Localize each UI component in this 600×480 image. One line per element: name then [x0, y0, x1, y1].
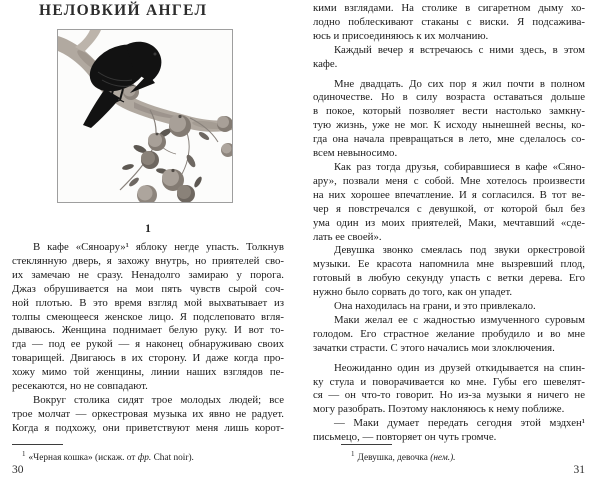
paragraph	[313, 362, 585, 418]
crow-on-branch-drawing	[58, 30, 232, 202]
text-line: хожу мимо той женщины, линии наших взглядов пе-	[12, 366, 284, 379]
text-line: Девушка звонко смеялась под звуки оркестровой	[334, 244, 585, 257]
text-line: тую жизнь, уже не мог. К исходу нынешней весны, ко-	[313, 119, 585, 132]
paragraph	[313, 244, 585, 300]
text-line: Неожиданно один из друзей откидывается на спин-	[334, 361, 585, 374]
text-line: Как раз тогда друзья, собиравшиеся в кафе «Сяно-	[334, 160, 585, 173]
footnote-part2: Chat noir).	[151, 453, 194, 464]
footnote-text	[341, 449, 585, 464]
page-number-right: 31	[573, 464, 585, 476]
text-line: кими взглядами. На столике в сигаретном дыму хо-	[313, 2, 585, 14]
text-line: музыки. Ее красота напомнила мне вызревший плод,	[313, 258, 585, 271]
chapter-title: НЕЛОВКИЙ АНГЕЛ	[39, 2, 208, 19]
text-line: ару», позвали меня с собой. Мне хотелось произвести	[313, 174, 585, 187]
text-line: лодно поблескивают стаканы с виски. Я подсажива-	[313, 15, 585, 28]
paragraph	[313, 78, 585, 161]
footnote-divider	[341, 444, 392, 445]
text-line: Джаз обрушивается на мои пять чувств сырой соч-	[12, 282, 284, 295]
text-line: ку стула и поворачивается ко мне. Губы его шевелят-	[313, 375, 585, 388]
text-line: В кафе «Сяноару»¹ яблоку негде упасть. Толкнув	[33, 241, 284, 253]
text-line: стеклянную дверь, я захожу внутрь, но приятелей сво-	[12, 254, 284, 267]
text-line: толпы смеющееся женское лицо. Я подслеповато вгля-	[12, 310, 284, 323]
page-number-left: 30	[12, 464, 24, 476]
footnote-right	[341, 444, 585, 464]
paragraph	[313, 314, 585, 356]
text-line: дываюсь. Женщина поднимает белую руку. И вот то-	[12, 324, 284, 337]
text-line: товарищей. Двигаюсь в их сторону. И даже когда про-	[12, 352, 284, 365]
text-line: готовый в любую секунду упасть с ветки дерева. Его	[313, 272, 585, 285]
text-line: ся — он что-то говорит. Но из-за музыки я ничего не	[313, 389, 585, 402]
text-line: гда — под ее рукой — я наконец обнаруживаю своих	[12, 338, 284, 351]
paragraph	[313, 300, 585, 314]
text-line: Мне двадцать. До сих пор я жил почти в полном	[334, 77, 585, 90]
text-line: Когда я подхожу, они приветствуют меня лишь корот-	[12, 421, 284, 434]
paragraph	[313, 417, 585, 445]
text-line: гда она начала превращаться в лето, мне сделалось со-	[313, 133, 585, 146]
paragraph	[12, 394, 284, 436]
footnote-divider	[12, 444, 63, 445]
text-line: лать ее своей».	[313, 230, 382, 243]
footnote-part1: Девушка, девочка	[357, 453, 431, 464]
text-line: Она находилась на грани, и это привлекало.	[334, 300, 536, 313]
text-line: юсь и присоединяюсь к их молчанию.	[313, 29, 489, 42]
crow-illustration	[57, 29, 233, 203]
paragraph	[313, 44, 585, 72]
text-line: одиночестве. Но в силу возраста оставаться дольше	[313, 91, 585, 104]
footnote-text	[12, 449, 284, 464]
paragraph	[313, 2, 585, 44]
page-right	[313, 0, 585, 480]
footnote-part1: «Черная кошка» (искаж. от	[28, 453, 138, 464]
text-line: Маки желал ее с жадностью измученного суровым	[334, 313, 585, 326]
text-line: чер я повстречался с девушкой, от которой был без	[313, 202, 585, 215]
text-line: зачатки страсти. С этого начались мои злоключения.	[313, 341, 555, 354]
text-line: могу разобрать. Поэтому наклоняюсь к нему поближе.	[313, 403, 565, 416]
section-number: 1	[145, 223, 151, 235]
footnote-marker: 1	[22, 450, 26, 458]
text-line: ной плотью. В это время взгляд мой выхватывает из	[12, 296, 284, 309]
footnote-italic: (нем.).	[430, 453, 456, 464]
footnote-marker: 1	[351, 450, 355, 458]
text-line: на них хорошее впечатление. И я согласился. В тот ве-	[313, 188, 585, 201]
text-line: их замечаю не сразу. Ненадолго замираю у порога.	[12, 268, 284, 281]
text-line: письмецо, — повторяет он чуть громче.	[313, 431, 497, 444]
text-line: Вокруг столика сидят трое молодых людей; все	[33, 393, 284, 406]
paragraph	[12, 241, 284, 394]
body-text-left	[12, 241, 284, 436]
text-line: в покое, который позволяет вести настолько замкну-	[313, 105, 585, 118]
text-line: кафе.	[313, 57, 338, 70]
text-line: всем невыносимо.	[313, 147, 398, 160]
body-text-right	[313, 2, 585, 445]
text-line: Каждый вечер я встречаюсь с ними здесь, в этом	[334, 43, 585, 56]
text-line: трое молчат — оркестровая музыка их явно не радует.	[12, 407, 284, 420]
paragraph	[313, 161, 585, 244]
text-line: ума один из моих приятелей, Маки, мечтавший «сде-	[313, 216, 585, 229]
page-left	[12, 0, 284, 480]
text-line: голодом. Его страстное желание пробудило и во мне	[313, 327, 585, 340]
text-line: — Маки думает передать сегодня этой мэдхен¹	[334, 417, 585, 430]
footnote-italic: фр.	[137, 453, 152, 464]
footnote-left	[12, 444, 284, 464]
text-line: нужно было сорвать до того, как он упадет.	[313, 286, 513, 299]
text-line: ресекаются, но не совпадают.	[12, 380, 148, 393]
